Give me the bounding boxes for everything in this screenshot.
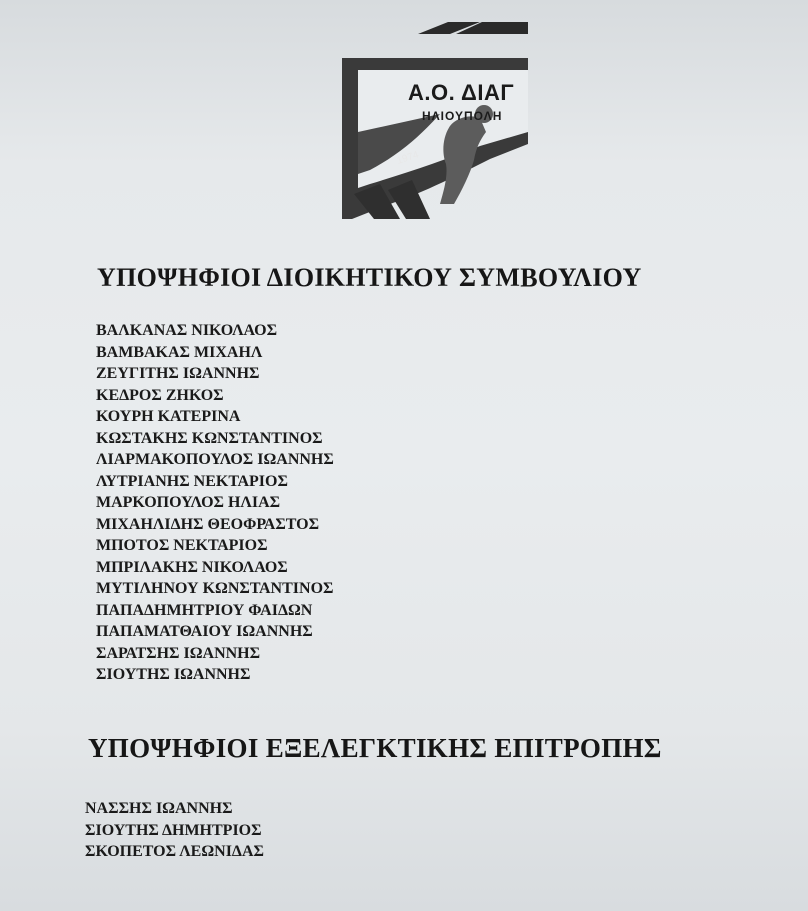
board-candidate: ΛΥΤΡΙΑΝΗΣ ΝΕΚΤΑΡΙΟΣ [96,472,288,490]
audit-candidate: ΝΑΣΣΗΣ ΙΩΑΝΝΗΣ [85,800,233,817]
logo-year: 1974 [395,149,421,167]
board-candidate: ΖΕΥΓΙΤΗΣ ΙΩΑΝΝΗΣ [96,365,260,382]
logo-club-name: Α.Ο. ΔΙΑΓ [408,80,515,105]
audit-candidate: ΣΙΟΥΤΗΣ ΔΗΜΗΤΡΙΟΣ [85,821,262,839]
audit-candidate: ΣΚΟΠΕΤΟΣ ΛΕΩΝΙΔΑΣ [85,843,264,860]
board-candidate: ΒΑΜΒΑΚΑΣ ΜΙΧΑΗΛ [96,343,263,361]
board-candidate: ΚΕΔΡΟΣ ΖΗΚΟΣ [96,386,224,404]
board-candidate: ΣΙΟΥΤΗΣ ΙΩΑΝΝΗΣ [96,666,251,683]
board-candidate: ΜΥΤΙΛΗΝΟΥ ΚΩΝΣΤΑΝΤΙΝΟΣ [96,580,334,597]
board-candidate: ΜΠΟΤΟΣ ΝΕΚΤΑΡΙΟΣ [96,537,268,554]
board-candidate: ΜΠΡΙΛΑΚΗΣ ΝΙΚΟΛΑΟΣ [96,558,288,576]
club-crest-icon [330,14,530,224]
board-candidate: ΠΑΠΑΜΑΤΘΑΙΟΥ ΙΩΑΝΝΗΣ [96,623,313,640]
board-candidate: ΣΑΡΑΤΣΗΣ ΙΩΑΝΝΗΣ [96,644,261,662]
board-candidate: ΠΑΠΑΔΗΜΗΤΡΙΟΥ ΦΑΙΔΩΝ [96,601,313,619]
board-candidate: ΚΩΣΤΑΚΗΣ ΚΩΝΣΤΑΝΤΙΝΟΣ [96,429,323,447]
board-candidates-title: ΥΠΟΨΗΦΙΟΙ ΔΙΟΙΚΗΤΙΚΟΥ ΣΥΜΒΟΥΛΙΟΥ [97,263,642,292]
board-candidate: ΛΙΑΡΜΑΚΟΠΟΥΛΟΣ ΙΩΑΝΝΗΣ [96,451,334,468]
board-candidate: ΒΑΛΚΑΝΑΣ ΝΙΚΟΛΑΟΣ [96,322,278,339]
board-candidate: ΜΙΧΑΗΛΙΔΗΣ ΘΕΟΦΡΑΣΤΟΣ [96,515,320,533]
audit-candidates-title: ΥΠΟΨΗΦΙΟΙ ΕΞΕΛΕΓΚΤΙΚΗΣ ΕΠΙΤΡΟΠΗΣ [88,733,662,763]
board-candidate: ΜΑΡΚΟΠΟΥΛΟΣ ΗΛΙΑΣ [96,494,281,511]
board-candidate: ΚΟΥΡΗ ΚΑΤΕΡΙΝΑ [96,408,241,425]
audit-candidates-list [85,798,264,863]
board-candidates-list [96,320,334,686]
logo-city: ΗΛΙΟΥΠΟΛΗ [422,109,503,123]
